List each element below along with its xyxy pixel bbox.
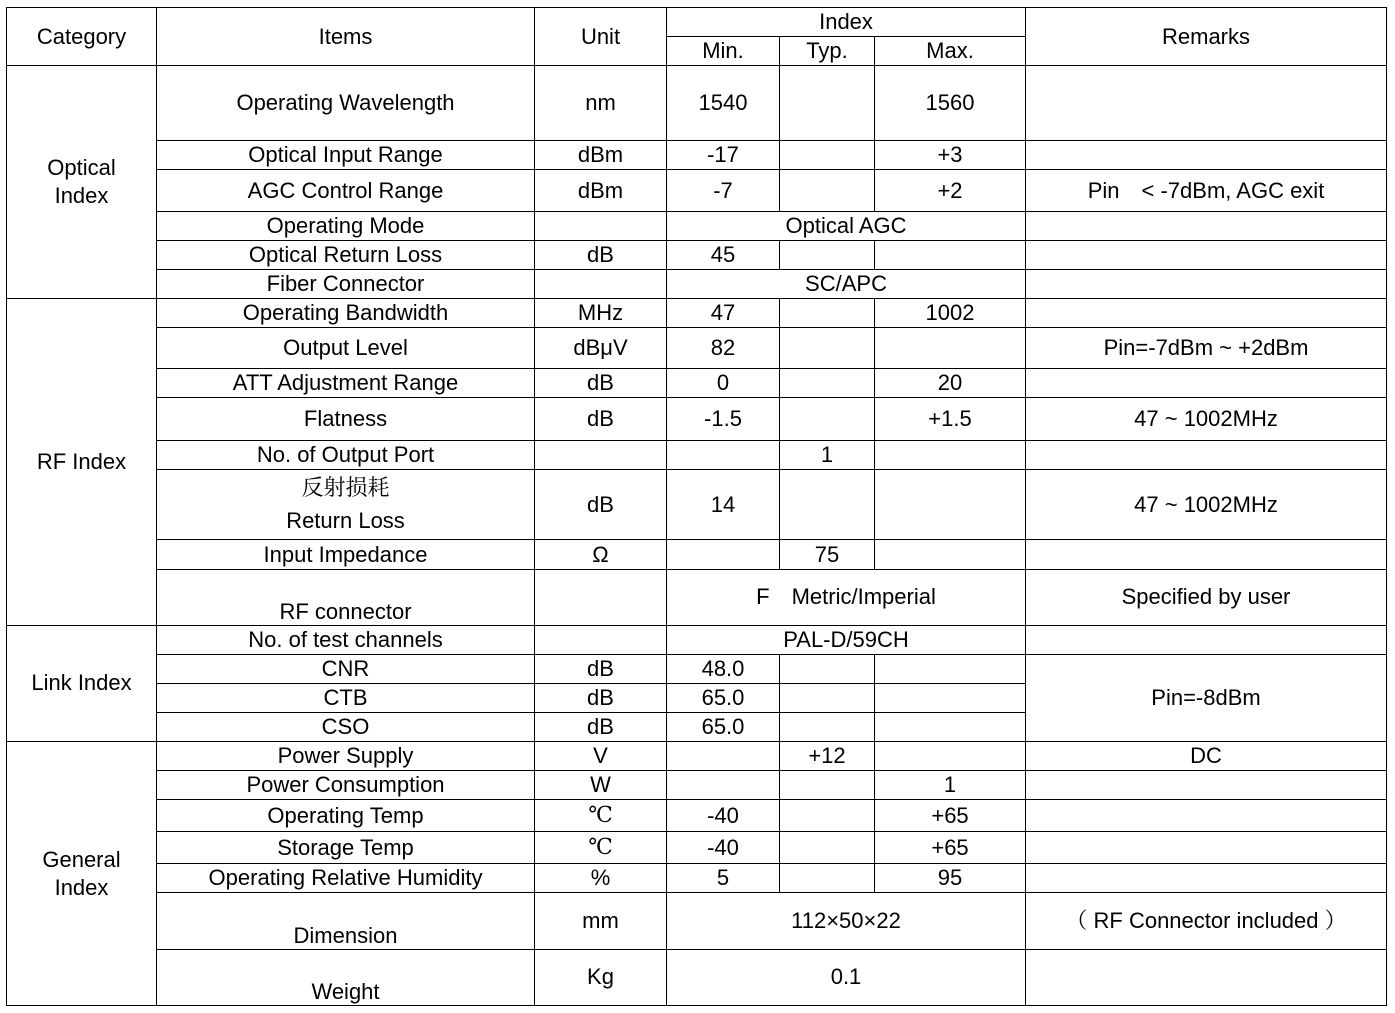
item-cell: CNR [157,654,535,683]
remark-cell: Specified by user [1026,569,1387,625]
typ-cell [780,327,875,368]
min-cell: -7 [667,170,780,211]
typ-cell: +12 [780,742,875,771]
remark-cell [1026,800,1387,832]
remark-cell [1026,141,1387,170]
max-cell: 20 [875,368,1026,397]
spec-table [6,7,1387,1006]
unit-cell [535,569,667,625]
min-cell: 48.0 [667,654,780,683]
item-cell: Output Level [157,327,535,368]
table-row [7,771,1387,800]
typ-cell [780,170,875,211]
unit-cell: ℃ [535,800,667,832]
remark-cell: 47 ~ 1002MHz [1026,398,1387,441]
index-value-cell: 0.1 [667,949,1026,1005]
min-cell: 65.0 [667,712,780,741]
table-row [7,298,1387,327]
typ-cell [780,470,875,540]
item-cell: AGC Control Range [157,170,535,211]
min-cell: 1540 [667,66,780,141]
min-cell: 0 [667,368,780,397]
unit-cell [535,269,667,298]
table-row [7,800,1387,832]
unit-cell: % [535,864,667,893]
table-row [7,569,1387,625]
typ-cell: 1 [780,441,875,470]
item-cell: Input Impedance [157,540,535,569]
index-value-cell: 112×50×22 [667,893,1026,949]
table-row [7,368,1387,397]
header-index: Index [667,8,1026,37]
table-row [7,398,1387,441]
remark-cell [1026,540,1387,569]
remark-cell: DC [1026,742,1387,771]
typ-cell [780,712,875,741]
category-link: Link Index [7,625,157,741]
item-cell: Operating Temp [157,800,535,832]
unit-cell: dB [535,368,667,397]
table-row [7,141,1387,170]
max-cell: +65 [875,832,1026,864]
max-cell [875,540,1026,569]
max-cell [875,240,1026,269]
item-cell: CTB [157,683,535,712]
typ-cell: 75 [780,540,875,569]
table-row [7,66,1387,141]
min-cell: 5 [667,864,780,893]
min-cell: -40 [667,832,780,864]
max-cell [875,712,1026,741]
unit-cell: dBμV [535,327,667,368]
typ-cell [780,864,875,893]
min-cell [667,441,780,470]
min-cell: -40 [667,800,780,832]
unit-cell [535,625,667,654]
typ-cell [780,771,875,800]
table-row [7,864,1387,893]
unit-cell: dB [535,712,667,741]
unit-cell: W [535,771,667,800]
min-cell: 47 [667,298,780,327]
max-cell [875,470,1026,540]
table-row [7,470,1387,540]
typ-cell [780,368,875,397]
min-cell: 45 [667,240,780,269]
header-max: Max. [875,37,1026,66]
header-remarks: Remarks [1026,8,1387,66]
header-unit: Unit [535,8,667,66]
max-cell [875,327,1026,368]
remark-cell [1026,240,1387,269]
unit-cell: Ω [535,540,667,569]
remark-cell [1026,298,1387,327]
category-label: Optical Index [47,154,116,208]
min-cell: 14 [667,470,780,540]
table-row [7,269,1387,298]
max-cell: +1.5 [875,398,1026,441]
max-cell: +2 [875,170,1026,211]
item-cell: Storage Temp [157,832,535,864]
min-cell: 65.0 [667,683,780,712]
remark-cell [1026,949,1387,1005]
header-row [7,8,1387,37]
typ-cell [780,800,875,832]
remark-cell: Pin < -7dBm, AGC exit [1026,170,1387,211]
max-cell: 95 [875,864,1026,893]
unit-cell: nm [535,66,667,141]
item-cell: Dimension [157,893,535,949]
max-cell [875,654,1026,683]
unit-cell: dB [535,470,667,540]
category-label: General Index [42,846,121,900]
remark-cell [1026,211,1387,240]
item-cell: RF connector [157,569,535,625]
table-row [7,441,1387,470]
max-cell [875,441,1026,470]
remark-cell [1026,771,1387,800]
typ-cell [780,66,875,141]
unit-cell: V [535,742,667,771]
min-cell [667,742,780,771]
table-row [7,211,1387,240]
typ-cell [780,654,875,683]
typ-cell [780,398,875,441]
min-cell: -17 [667,141,780,170]
item-cell: Operating Relative Humidity [157,864,535,893]
remark-cell [1026,864,1387,893]
table-row [7,625,1387,654]
item-cell: Weight [157,949,535,1005]
remark-cell [1026,625,1387,654]
typ-cell [780,298,875,327]
unit-cell: ℃ [535,832,667,864]
table-row [7,949,1387,1005]
max-cell: 1002 [875,298,1026,327]
category-general [7,742,157,1006]
remark-cell [1026,269,1387,298]
index-value-cell: F Metric/Imperial [667,569,1026,625]
item-cell: No. of Output Port [157,441,535,470]
index-value-cell: SC/APC [667,269,1026,298]
item-cell: Power Consumption [157,771,535,800]
min-cell [667,540,780,569]
max-cell [875,683,1026,712]
item-cell: CSO [157,712,535,741]
header-min: Min. [667,37,780,66]
remark-cell [1026,66,1387,141]
item-cell: Fiber Connector [157,269,535,298]
unit-cell [535,441,667,470]
index-value-cell: PAL-D/59CH [667,625,1026,654]
table-row [7,327,1387,368]
unit-cell: MHz [535,298,667,327]
max-cell: 1560 [875,66,1026,141]
item-cell: ATT Adjustment Range [157,368,535,397]
unit-cell: dBm [535,170,667,211]
remark-cell: Pin=-8dBm [1026,654,1387,741]
min-cell: -1.5 [667,398,780,441]
remark-cell: Pin=-7dBm ~ +2dBm [1026,327,1387,368]
table-row [7,742,1387,771]
unit-cell: dB [535,398,667,441]
unit-cell: dBm [535,141,667,170]
category-optical [7,66,157,299]
unit-cell: Kg [535,949,667,1005]
table-row [7,832,1387,864]
category-rf: RF Index [7,298,157,625]
index-value-cell: Optical AGC [667,211,1026,240]
header-typ: Typ. [780,37,875,66]
max-cell: +65 [875,800,1026,832]
remark-cell [1026,368,1387,397]
unit-cell [535,211,667,240]
item-cell [157,470,535,540]
unit-cell: dB [535,654,667,683]
min-cell [667,771,780,800]
max-cell [875,742,1026,771]
table-row [7,893,1387,949]
unit-cell: dB [535,240,667,269]
typ-cell [780,240,875,269]
table-row [7,170,1387,211]
remark-cell: 47 ~ 1002MHz [1026,470,1387,540]
table-row [7,654,1387,683]
item-label-zh: 反射损耗 [301,475,390,501]
item-label-en: Return Loss [286,507,405,533]
typ-cell [780,832,875,864]
item-cell: No. of test channels [157,625,535,654]
header-category: Category [7,8,157,66]
min-cell: 82 [667,327,780,368]
item-cell: Operating Bandwidth [157,298,535,327]
remark-cell: （ RF Connector included ） [1026,893,1387,949]
header-items: Items [157,8,535,66]
item-cell: Operating Mode [157,211,535,240]
table-row [7,540,1387,569]
item-cell: Flatness [157,398,535,441]
typ-cell [780,141,875,170]
item-cell: Optical Input Range [157,141,535,170]
item-cell: Optical Return Loss [157,240,535,269]
max-cell: +3 [875,141,1026,170]
max-cell: 1 [875,771,1026,800]
table-row [7,240,1387,269]
remark-cell [1026,441,1387,470]
unit-cell: mm [535,893,667,949]
remark-cell [1026,832,1387,864]
item-cell: Power Supply [157,742,535,771]
unit-cell: dB [535,683,667,712]
item-cell: Operating Wavelength [157,66,535,141]
typ-cell [780,683,875,712]
